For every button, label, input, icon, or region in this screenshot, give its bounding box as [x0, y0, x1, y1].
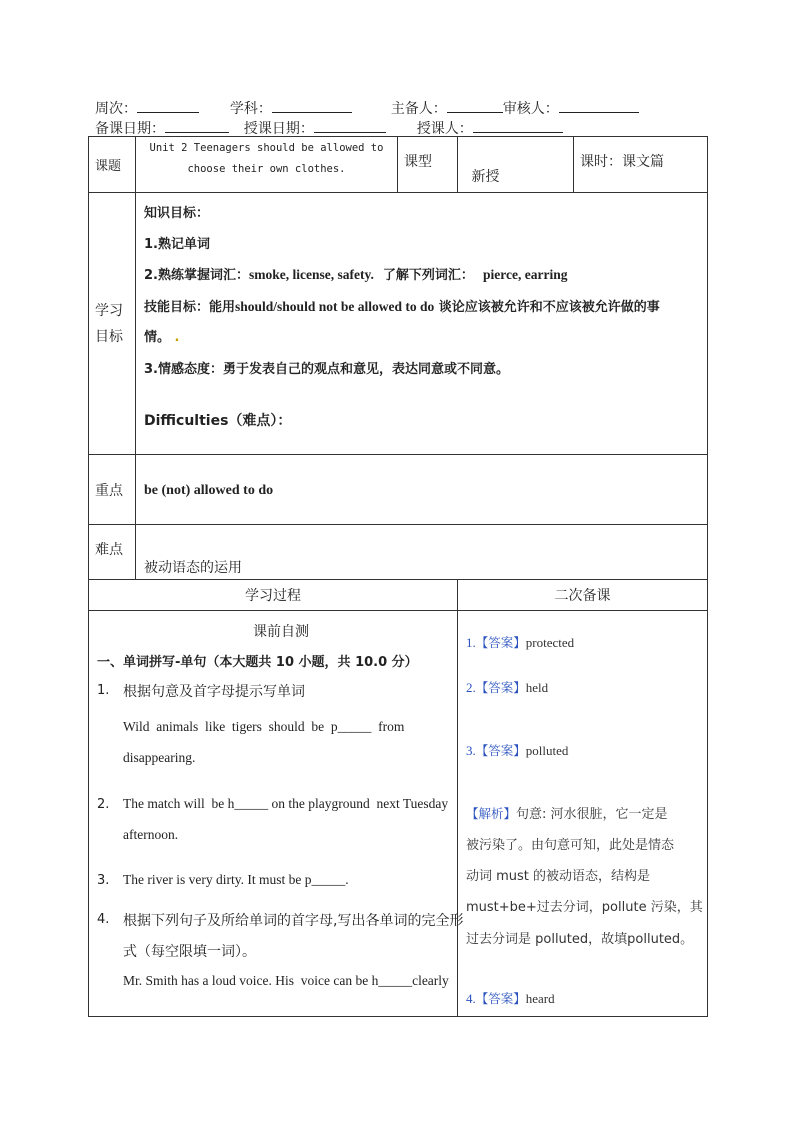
- analysis-text-1: 句意: 河水很脏，它一定是: [516, 807, 668, 822]
- preparer-label: 主备人：: [390, 101, 447, 117]
- analysis-line2: 被污染了。由句意可知，此处是情态: [466, 838, 675, 853]
- answer-2-number: 2.: [466, 680, 476, 695]
- q3-line1: The river is very dirty. It must be p_____.: [123, 872, 349, 887]
- key-point-value: be (not) allowed to do: [144, 482, 274, 498]
- answers-cell: [458, 611, 708, 1017]
- analysis-tag: 【解析】: [466, 806, 517, 821]
- subject-blank[interactable]: [272, 98, 352, 113]
- second-prep-header-cell: [458, 580, 708, 611]
- difficult-point-row: [89, 525, 708, 580]
- process-header: 学习过程: [245, 588, 301, 604]
- key-point-value-cell: [136, 455, 708, 525]
- answer-4: [466, 989, 555, 1007]
- type-value: 新授: [471, 169, 500, 185]
- answer-1: [466, 633, 574, 651]
- topic-label: 课题: [95, 159, 122, 174]
- subject-label: 学科：: [229, 101, 272, 117]
- type-value-cell: [458, 137, 574, 193]
- answer-4-tag: 【答案】: [475, 991, 526, 1006]
- skill-objective-line2: [144, 326, 180, 345]
- answer-4-value: heard: [525, 991, 555, 1006]
- week-label: 周次：: [95, 101, 137, 117]
- q1-line2: disappearing.: [123, 750, 196, 765]
- difficult-point-label-cell: [89, 525, 136, 580]
- skill-line2: 情。: [144, 330, 171, 345]
- topic-title-cell: [136, 137, 398, 193]
- teacher-label: 授课人：: [416, 121, 473, 137]
- part-title-text: 一、单词拼写-单句（本大题共 10 小题，共 10.0 分）: [97, 655, 418, 670]
- topic-label-cell: [89, 137, 136, 193]
- process-header-cell: [89, 580, 458, 611]
- answer-3: [466, 741, 568, 759]
- objective-item-2-words2: pierce, earring: [482, 267, 568, 282]
- objective-item-2-understand: 了解下列词汇：: [382, 268, 474, 283]
- answer-2: [466, 678, 548, 696]
- topic-row: [89, 137, 708, 193]
- answer-3-tag: 【答案】: [475, 743, 526, 758]
- objectives-label-cell: [89, 193, 136, 455]
- q1-instruction: 根据句意及首字母提示写单词: [123, 684, 305, 700]
- answer-3-number: 3.: [466, 743, 476, 758]
- content-row: [89, 611, 708, 1017]
- answer-2-tag: 【答案】: [475, 680, 526, 695]
- reviewer-label: 审核人：: [502, 101, 559, 117]
- key-point-label-cell: [89, 455, 136, 525]
- key-point-row: [89, 455, 708, 525]
- teacher-blank[interactable]: [473, 118, 563, 133]
- objective-item-2-words: smoke, license, safety.: [248, 267, 374, 282]
- answer-1-tag: 【答案】: [475, 635, 526, 650]
- skill-label: 技能目标：能用: [144, 300, 236, 315]
- skill-objective: [144, 296, 660, 315]
- prep-date-blank[interactable]: [165, 118, 229, 133]
- answer-1-value: protected: [525, 635, 575, 650]
- topic-title-line1: Unit 2 Teenagers should be allowed to: [149, 142, 384, 154]
- period-cell: [574, 137, 708, 193]
- analysis-line1: [466, 803, 668, 822]
- key-point-label: 重点: [95, 482, 123, 499]
- emotion-objective: 3.情感态度：勇于发表自己的观点和意见，表达同意或不同意。: [144, 362, 509, 377]
- teach-date-label: 授课日期：: [243, 121, 314, 137]
- q1-number: 1.: [97, 683, 110, 698]
- q4-number: 4.: [97, 912, 110, 927]
- skill-dot: .: [174, 330, 180, 345]
- reviewer-blank[interactable]: [559, 98, 639, 113]
- analysis-line3: 动词 must 的被动语态，结构是: [466, 869, 651, 884]
- objectives-label-line2: 目标: [95, 328, 123, 345]
- teach-date-blank[interactable]: [314, 118, 386, 133]
- skill-rest: 谈论应该被允许和不应该被允许做的事: [438, 300, 660, 315]
- knowledge-title: 知识目标：: [144, 206, 210, 221]
- q2-line2: afternoon.: [123, 827, 179, 842]
- analysis-line4: must+be+过去分词，pollute 污染，其: [466, 900, 703, 915]
- skill-english: should/should not be allowed to do: [235, 299, 435, 314]
- objectives-row: [89, 193, 708, 455]
- period-value: 课时：课文篇: [580, 154, 664, 170]
- answer-3-value: polluted: [525, 743, 569, 758]
- second-prep-header: 二次备课: [554, 588, 611, 604]
- type-label-cell: [398, 137, 458, 193]
- column-header-row: [89, 580, 708, 611]
- difficult-point-value-cell: [136, 525, 708, 580]
- q2-line1: The match will be h_____ on the playground next Tuesday: [123, 796, 449, 811]
- q3-number: 3.: [97, 873, 110, 888]
- answer-4-number: 4.: [466, 991, 476, 1006]
- q1-line1: Wild animals like tigers should be p_____ from: [123, 719, 405, 734]
- objective-item-2: [144, 264, 567, 283]
- part-title: [97, 651, 418, 670]
- objectives-content-cell: [136, 193, 708, 455]
- difficult-point-label: 难点: [95, 542, 123, 558]
- answer-2-value: held: [525, 680, 549, 695]
- difficulties-label: Difficulties（难点）：: [144, 413, 292, 429]
- q4-instruction-line1: 根据下列句子及所给单词的首字母,写出各单词的完全形: [123, 913, 464, 929]
- week-blank[interactable]: [137, 98, 199, 113]
- answer-1-number: 1.: [466, 635, 476, 650]
- q2-number: 2.: [97, 797, 110, 812]
- q4-instruction-line2: 式（每空限填一词）。: [123, 944, 256, 960]
- objective-item-2-prefix: 2.熟练掌握词汇：: [144, 268, 249, 283]
- section-title: 课前自测: [253, 624, 309, 640]
- difficult-point-value: 被动语态的运用: [144, 560, 242, 576]
- analysis-line5: 过去分词是 polluted，故填polluted。: [466, 932, 694, 947]
- objective-item-1: 1.熟记单词: [144, 237, 210, 252]
- type-label: 课型: [404, 154, 432, 170]
- preparer-blank[interactable]: [447, 98, 503, 113]
- header-line-1: [95, 98, 639, 118]
- lesson-plan-table: [88, 136, 708, 1017]
- topic-title-line2: choose their own clothes.: [187, 163, 346, 175]
- objectives-label-line1: 学习: [95, 302, 123, 319]
- prep-date-label: 备课日期：: [95, 121, 165, 137]
- q4-line1: Mr. Smith has a loud voice. His voice can be h_____clearly: [123, 973, 449, 988]
- exercise-cell: [89, 611, 464, 1017]
- header-line-2: [95, 118, 563, 138]
